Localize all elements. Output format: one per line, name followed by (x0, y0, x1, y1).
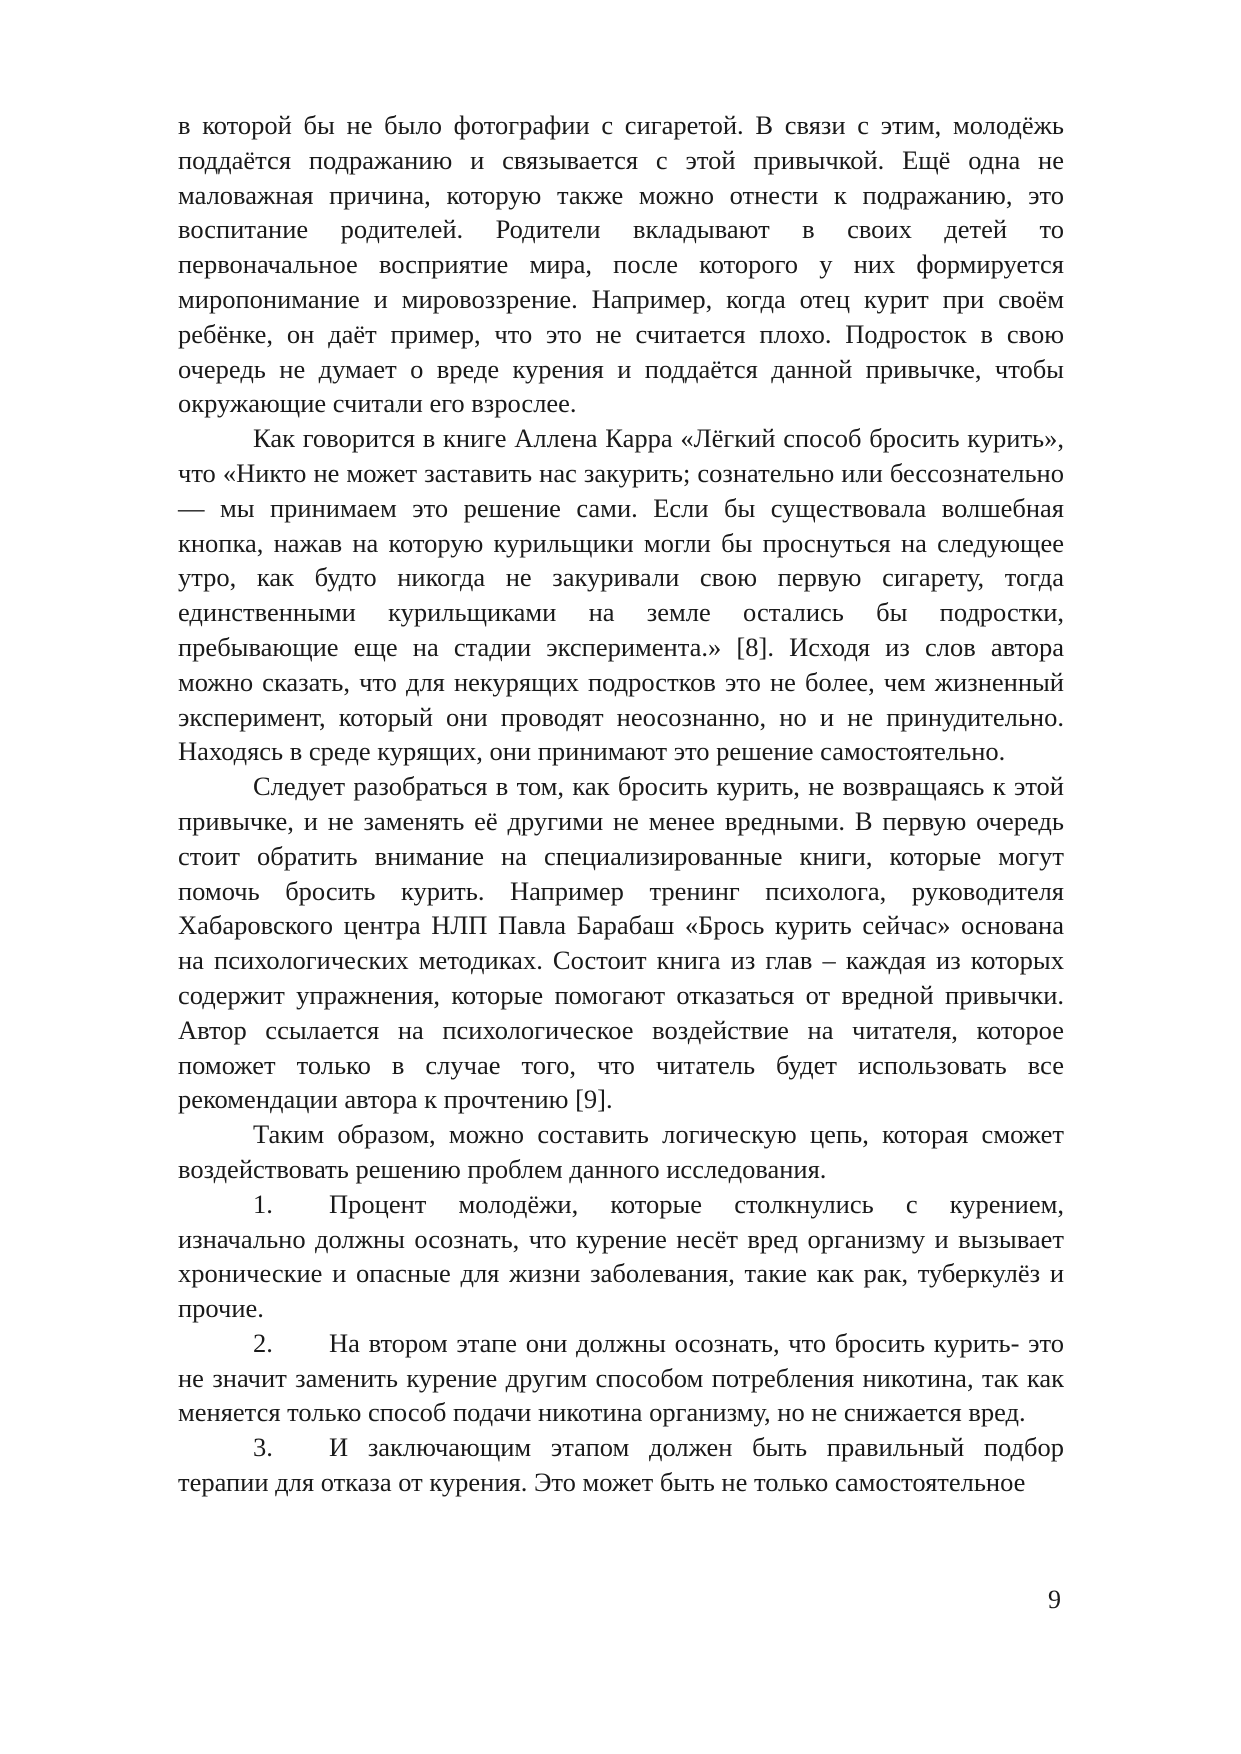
list-item (178, 1187, 1064, 1326)
list-item-text: И заключающим этапом должен быть правильный подбор терапии для отказа от курения. Это может быть не только самостоятельное (178, 1432, 1064, 1498)
paragraph-allen-carr-quote: Как говорится в книге Аллена Карра «Лёгкий способ бросить курить», что «Никто не может заставить нас закурить; сознательно или бессознательно — мы принимаем это решение сами. Если бы существовала волшебная кнопка, нажав на которую курильщики могли бы проснуться на следующее утро, как будто никогда не закуривали свою первую сигарету, тогда единственными курильщиками на земле остались бы подростки, пребывающие еще на стадии эксперимента.» [8]. Исходя из слов автора можно сказать, что для некурящих подростков это не более, чем жизненный эксперимент, который они проводят неосознанно, но и не принудительно. Находясь в среде курящих, они принимают это решение самостоятельно. (178, 423, 1064, 767)
page-number: 9 (1048, 1585, 1061, 1614)
document-page (178, 108, 1064, 1500)
paragraph-continuation: в которой бы не было фотографии с сигаретой. В связи с этим, молодёжь поддаётся подражанию и связывается с этой привычкой. Ещё одна не маловажная причина, которую также можно отнести к подражанию, это воспитание родителей. Родители вкладывают в своих детей то первоначальное восприятие мира, после которого у них формируется миропонимание и мировоззрение. Например, когда отец курит при своём ребёнке, он даёт пример, что это не считается плохо. Подросток в свою очередь не думает о вреде курения и поддаётся данной привычке, чтобы окружающие считали его взрослее. (178, 110, 1064, 419)
list-item-text: Процент молодёжи, которые столкнулись с курением, изначально должны осознать, что курение несёт вред организму и вызывает хронические и опасные для жизни заболевания, такие как рак, туберкулёз и прочие. (178, 1188, 1064, 1324)
list-item (178, 1326, 1064, 1430)
list-item (178, 1430, 1064, 1500)
paragraph-quit-methods: Следует разобраться в том, как бросить курить, не возвращаясь к этой привычке, и не заменять её другими не менее вредными. В первую очередь стоит обратить внимание на специализированные книги, которые могут помочь бросить курить. Например тренинг психолога, руководителя Хабаровского центра НЛП Павла Барабаш «Брось курить сейчас» основана на психологических методиках. Состоит книга из глав – каждая из которых содержит упражнения, которые помогают отказаться от вредной привычки. Автор ссылается на психологическое воздействие на читателя, которое поможет только в случае того, что читатель будет использовать все рекомендации автора к прочтению [9]. (178, 771, 1064, 1115)
list-item-number: 2. (253, 1327, 273, 1358)
numbered-list (178, 1187, 1064, 1500)
list-item-number: 3. (253, 1432, 273, 1463)
list-item-number: 1. (253, 1188, 273, 1219)
paragraph-logical-chain: Таким образом, можно составить логическую цепь, которая сможет воздействовать решению проблем данного исследования. (178, 1119, 1064, 1184)
list-item-text: На втором этапе они должны осознать, что бросить курить- это не значит заменить курение другим способом потребления никотина, так как меняется только способ подачи никотина организму, но не снижается вред. (178, 1327, 1064, 1428)
